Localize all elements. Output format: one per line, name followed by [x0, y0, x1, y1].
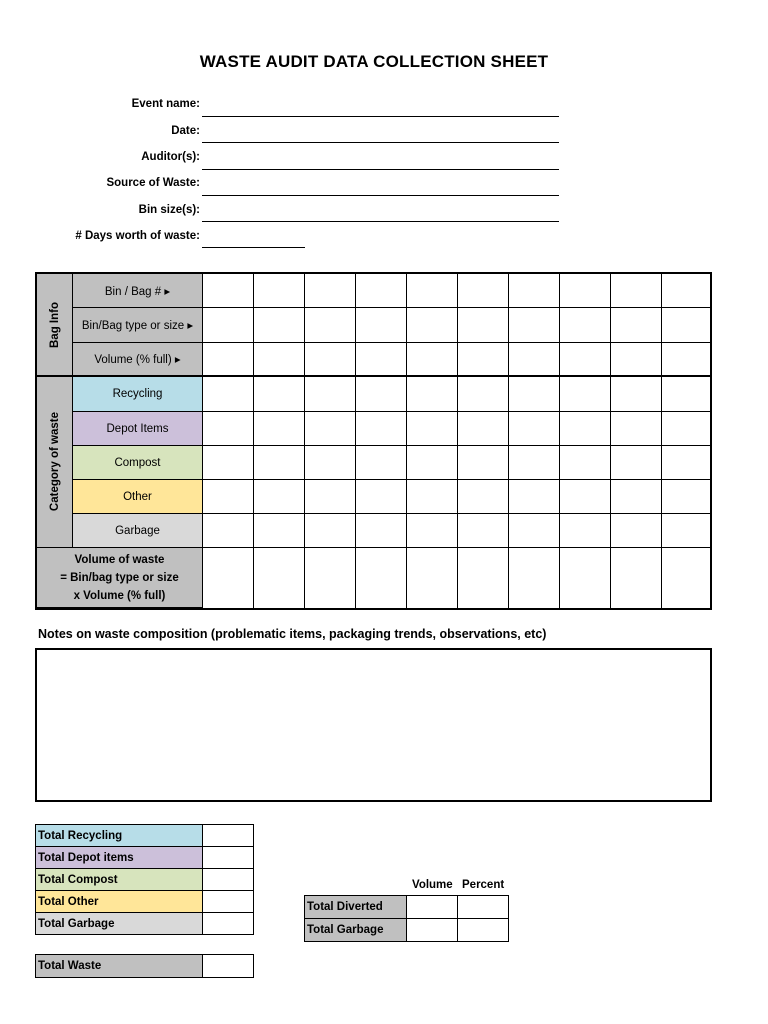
grid-data-cell[interactable]	[254, 412, 305, 446]
grid-data-cell[interactable]	[509, 412, 560, 446]
grid-data-cell[interactable]	[203, 412, 254, 446]
total-depot-value[interactable]	[203, 847, 254, 869]
grid-data-cell[interactable]	[458, 514, 509, 548]
grid-data-cell[interactable]	[509, 514, 560, 548]
table-row	[36, 891, 254, 913]
diversion-garbage-percent[interactable]	[458, 919, 509, 942]
table-row	[36, 913, 254, 935]
grid-data-cell[interactable]	[254, 514, 305, 548]
grid-data-cell[interactable]	[305, 480, 356, 514]
row-label-volume-full: Volume (% full) ▸	[73, 343, 203, 377]
grid-data-cell[interactable]	[203, 548, 254, 608]
days-field	[0, 230, 200, 246]
grid-data-cell[interactable]	[305, 274, 356, 308]
grid-data-cell[interactable]	[560, 377, 611, 412]
row-label-other: Other	[73, 480, 203, 514]
grid-data-cell[interactable]	[662, 274, 710, 308]
grid-data-cell[interactable]	[305, 548, 356, 608]
grid-data-cell[interactable]	[458, 412, 509, 446]
grid-data-cell[interactable]	[662, 480, 710, 514]
date-field	[0, 125, 200, 141]
grid-data-cell[interactable]	[254, 343, 305, 377]
bag-info-label: Bag Info	[48, 301, 61, 348]
grid-data-cell[interactable]	[458, 377, 509, 412]
grid-data-cell[interactable]	[407, 412, 458, 446]
grid-data-cell[interactable]	[560, 514, 611, 548]
grid-data-cell[interactable]	[458, 308, 509, 343]
auditors-label: Auditor(s):	[141, 151, 200, 163]
days-input-line[interactable]	[202, 247, 305, 248]
percent-header: Percent	[462, 879, 505, 891]
table-row	[36, 869, 254, 891]
row-label-bin-bag: Bin / Bag # ▸	[73, 274, 203, 308]
grid-data-cell[interactable]	[662, 548, 710, 608]
page-title: WASTE AUDIT DATA COLLECTION SHEET	[199, 52, 549, 71]
notes-title: Notes on waste composition (problematic items, packaging trends, observations, etc)	[38, 627, 547, 641]
grid-data-cell[interactable]	[203, 274, 254, 308]
date-input-line[interactable]	[202, 142, 559, 143]
total-waste-value[interactable]	[203, 955, 254, 978]
grid-data-cell[interactable]	[611, 514, 662, 548]
grid-data-cell[interactable]	[356, 308, 407, 343]
grid-data-cell[interactable]	[662, 514, 710, 548]
grid-data-cell[interactable]	[407, 480, 458, 514]
grid-data-cell[interactable]	[254, 377, 305, 412]
grid-data-cell[interactable]	[407, 343, 458, 377]
grid-data-cell[interactable]	[611, 308, 662, 343]
grid-data-cell[interactable]	[458, 274, 509, 308]
grid-data-cell[interactable]	[356, 548, 407, 608]
grid-data-cell[interactable]	[407, 377, 458, 412]
table-row	[305, 896, 509, 919]
grid-data-cell[interactable]	[305, 343, 356, 377]
grid-data-cell[interactable]	[203, 446, 254, 480]
grid-data-cell[interactable]	[356, 514, 407, 548]
grid-data-cell[interactable]	[611, 343, 662, 377]
bin-size-label: Bin size(s):	[138, 204, 200, 216]
grid-data-cell[interactable]	[509, 377, 560, 412]
grid-data-cell[interactable]	[560, 274, 611, 308]
grid-data-cell[interactable]	[305, 514, 356, 548]
total-compost-value[interactable]	[203, 869, 254, 891]
grid-data-cell[interactable]	[407, 308, 458, 343]
grid-data-cell[interactable]	[509, 446, 560, 480]
row-label-bin-type: Bin/Bag type or size ▸	[73, 308, 203, 343]
volume-line-3: x Volume (% full)	[73, 589, 166, 602]
source-label: Source of Waste:	[106, 177, 200, 189]
grid-data-cell[interactable]	[662, 343, 710, 377]
grid-data-cell[interactable]	[662, 308, 710, 343]
grid-data-cell[interactable]	[560, 446, 611, 480]
notes-input-box[interactable]	[35, 648, 712, 802]
grid-data-cell[interactable]	[305, 377, 356, 412]
date-label: Date:	[171, 125, 200, 137]
auditors-field	[0, 151, 200, 167]
grid-data-cell[interactable]	[458, 446, 509, 480]
total-depot-label: Total Depot items	[36, 847, 203, 869]
total-diverted-percent[interactable]	[458, 896, 509, 919]
volume-line-2: = Bin/bag type or size	[60, 571, 179, 584]
event-name-input-line[interactable]	[202, 116, 559, 117]
grid-data-cell[interactable]	[509, 548, 560, 608]
bin-size-field	[0, 204, 200, 220]
event-name-field	[0, 98, 200, 114]
bag-info-side-label	[37, 274, 73, 377]
diversion-garbage-volume[interactable]	[407, 919, 458, 942]
total-waste-table	[35, 954, 254, 978]
grid-data-cell[interactable]	[662, 446, 710, 480]
event-name-label: Event name:	[131, 98, 200, 110]
grid-data-cell[interactable]	[560, 308, 611, 343]
row-label-compost: Compost	[73, 446, 203, 480]
grid-data-cell[interactable]	[560, 548, 611, 608]
total-garbage-value[interactable]	[203, 913, 254, 935]
total-recycling-label: Total Recycling	[36, 825, 203, 847]
grid-data-cell[interactable]	[254, 308, 305, 343]
total-diverted-volume[interactable]	[407, 896, 458, 919]
totals-table	[35, 824, 254, 935]
grid-data-cell[interactable]	[305, 446, 356, 480]
auditors-input-line[interactable]	[202, 169, 559, 170]
grid-data-cell[interactable]	[356, 274, 407, 308]
grid-data-cell[interactable]	[407, 514, 458, 548]
table-row	[36, 825, 254, 847]
grid-data-cell[interactable]	[662, 412, 710, 446]
days-label: # Days worth of waste:	[75, 230, 200, 242]
grid-data-cell[interactable]	[509, 308, 560, 343]
total-diverted-label: Total Diverted	[305, 896, 407, 919]
table-row	[305, 919, 509, 942]
grid-data-cell[interactable]	[611, 274, 662, 308]
volume-header: Volume	[412, 879, 453, 891]
grid-data-cell[interactable]	[509, 480, 560, 514]
total-other-value[interactable]	[203, 891, 254, 913]
grid-data-cell[interactable]	[407, 548, 458, 608]
grid-data-cell[interactable]	[356, 377, 407, 412]
diversion-garbage-label: Total Garbage	[305, 919, 407, 942]
grid-data-cell[interactable]	[611, 446, 662, 480]
grid-data-cell[interactable]	[458, 548, 509, 608]
grid-data-cell[interactable]	[560, 343, 611, 377]
grid-data-cell[interactable]	[356, 412, 407, 446]
grid-data-cell[interactable]	[611, 548, 662, 608]
grid-data-cell[interactable]	[407, 446, 458, 480]
row-label-depot: Depot Items	[73, 412, 203, 446]
total-recycling-value[interactable]	[203, 825, 254, 847]
bin-size-input-line[interactable]	[202, 221, 559, 222]
grid-data-cell[interactable]	[611, 412, 662, 446]
grid-data-cell[interactable]	[560, 412, 611, 446]
grid-data-cell[interactable]	[305, 412, 356, 446]
row-label-recycling: Recycling	[73, 377, 203, 412]
grid-data-cell[interactable]	[254, 480, 305, 514]
total-other-label: Total Other	[36, 891, 203, 913]
total-garbage-label: Total Garbage	[36, 913, 203, 935]
diversion-table	[304, 895, 509, 942]
grid-data-cell[interactable]	[203, 514, 254, 548]
category-side-label	[37, 377, 73, 548]
grid-data-cell[interactable]	[356, 343, 407, 377]
grid-data-cell[interactable]	[203, 308, 254, 343]
grid-data-cell[interactable]	[509, 274, 560, 308]
grid-data-cell[interactable]	[305, 308, 356, 343]
category-label: Category of waste	[48, 412, 61, 512]
grid-data-cell[interactable]	[611, 480, 662, 514]
source-input-line[interactable]	[202, 195, 559, 196]
grid-data-cell[interactable]	[203, 343, 254, 377]
grid-data-cell[interactable]	[407, 274, 458, 308]
row-label-garbage: Garbage	[73, 514, 203, 548]
grid-data-cell[interactable]	[458, 480, 509, 514]
volume-line-1: Volume of waste	[74, 553, 165, 566]
grid-data-cell[interactable]	[458, 343, 509, 377]
grid-data-cell[interactable]	[254, 446, 305, 480]
grid-data-cell[interactable]	[356, 446, 407, 480]
grid-data-cell[interactable]	[203, 377, 254, 412]
row-label-volume-of-waste	[37, 548, 203, 608]
total-waste-label: Total Waste	[36, 955, 203, 978]
table-row	[36, 955, 254, 978]
source-field	[0, 177, 200, 193]
grid-data-cell[interactable]	[356, 480, 407, 514]
grid-data-cell[interactable]	[662, 377, 710, 412]
table-row	[36, 847, 254, 869]
grid-data-cell[interactable]	[203, 480, 254, 514]
grid-data-cell[interactable]	[509, 343, 560, 377]
grid-data-cell[interactable]	[254, 548, 305, 608]
total-compost-label: Total Compost	[36, 869, 203, 891]
grid-data-cell[interactable]	[611, 377, 662, 412]
waste-data-grid	[35, 272, 712, 610]
grid-data-cell[interactable]	[254, 274, 305, 308]
grid-data-cell[interactable]	[560, 480, 611, 514]
